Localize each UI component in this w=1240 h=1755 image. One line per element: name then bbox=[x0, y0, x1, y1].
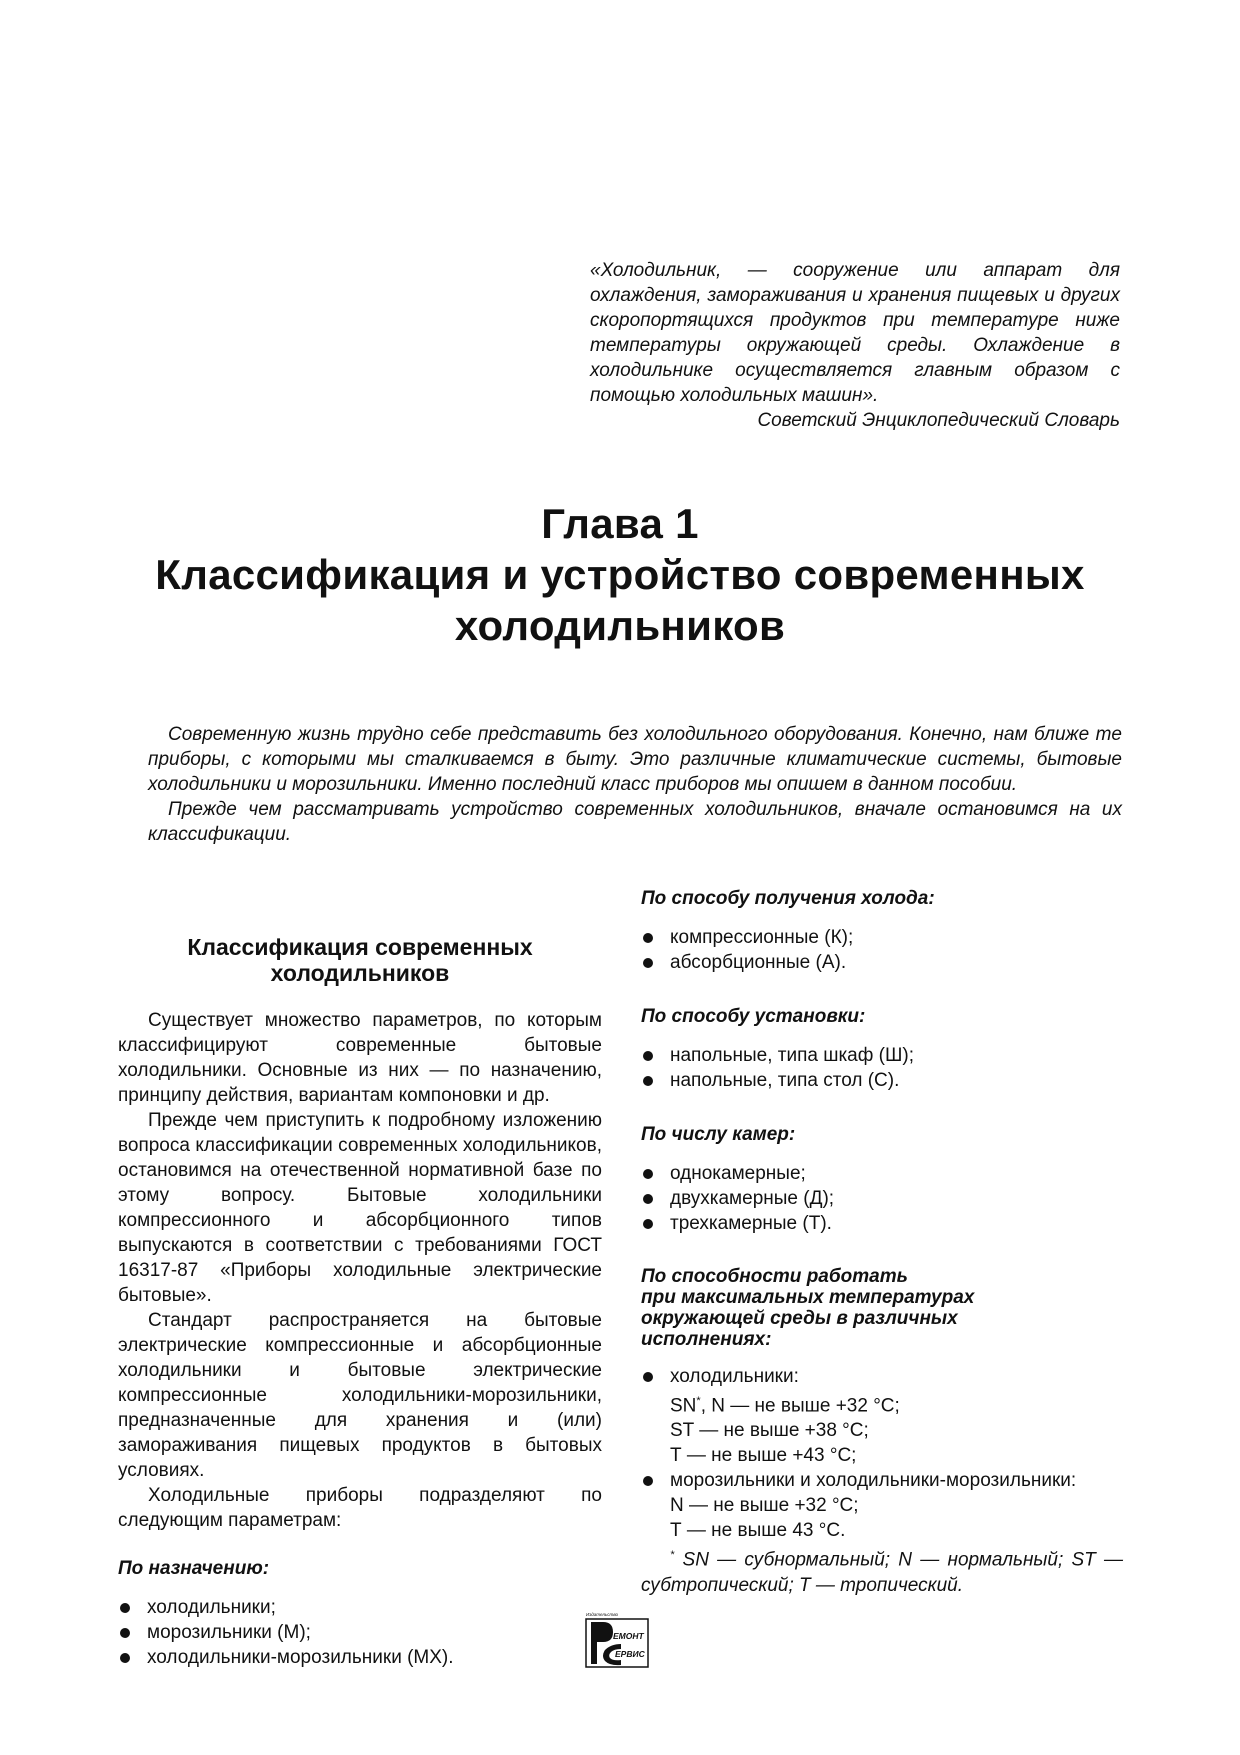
fridges-label: холодильники: bbox=[670, 1366, 799, 1387]
chapter-title-line1: Классификация и устройство современных bbox=[155, 551, 1085, 598]
fridges-st-line: ST — не выше +38 °С; bbox=[670, 1420, 869, 1442]
body-paragraph: Холодильные приборы подразделяют по следующим параметрам: bbox=[118, 1485, 602, 1531]
list-item-fridges bbox=[641, 1364, 1123, 1468]
fridges-sn-line bbox=[670, 1389, 1123, 1418]
list-item: холодильники; bbox=[118, 1595, 602, 1620]
left-column bbox=[118, 934, 602, 1670]
installation-heading: По способу установки: bbox=[641, 1006, 866, 1027]
right-column bbox=[641, 887, 1123, 1598]
chapter-title-line2: холодильников bbox=[454, 602, 786, 649]
climate-heading-line1: По способности работать bbox=[641, 1266, 908, 1287]
chapter-number: Глава 1 bbox=[541, 500, 699, 547]
purpose-heading: По назначению: bbox=[118, 1558, 270, 1579]
purpose-list bbox=[118, 1595, 602, 1670]
body-paragraph: Существует множество параметров, по которым классифицируют современные бытовые холодильники. Основные из них — по назначению, принципу действия, вариантам компоновки и др. bbox=[118, 1010, 602, 1106]
cold-method-heading: По способу получения холода: bbox=[641, 888, 935, 909]
climate-heading-line4: исполнениях: bbox=[641, 1329, 772, 1350]
chapter-heading bbox=[100, 498, 1140, 651]
list-item: холодильники-морозильники (МХ). bbox=[118, 1645, 602, 1670]
list-item: морозильники (М); bbox=[118, 1620, 602, 1645]
list-item: напольные, типа стол (С). bbox=[641, 1068, 1123, 1093]
fridges-sn-value: , N — не выше +32 °С; bbox=[700, 1395, 900, 1417]
list-item: абсорбционные (А). bbox=[641, 950, 1123, 975]
climate-heading bbox=[641, 1266, 1123, 1350]
logo-word-2: ЕРВИС bbox=[615, 1649, 645, 1659]
footnote-mark: * bbox=[670, 1549, 675, 1562]
fridges-t-line: Т — не выше +43 °С; bbox=[670, 1445, 857, 1467]
section-title bbox=[118, 934, 602, 986]
section-title-line2: холодильников bbox=[270, 960, 450, 986]
freezers-n-line: N — не выше +32 °С; bbox=[670, 1495, 859, 1517]
epigraph-source: Советский Энциклопедический Словарь bbox=[757, 410, 1120, 431]
freezers-t-line: Т — не выше 43 °С. bbox=[670, 1520, 846, 1542]
logo-caption: Издательство bbox=[586, 1612, 619, 1617]
epigraph bbox=[590, 258, 1120, 433]
intro-paragraph-2: Прежде чем рассматривать устройство современных холодильников, вначале остановимся на их классификации. bbox=[148, 799, 1122, 845]
cold-method-list bbox=[641, 925, 1123, 975]
logo-word-1: ЕМОНТ bbox=[613, 1631, 644, 1641]
climate-heading-line3: окружающей среды в различных bbox=[641, 1308, 958, 1329]
list-item: трехкамерные (Т). bbox=[641, 1211, 1123, 1236]
list-item-freezers bbox=[641, 1468, 1123, 1543]
list-item: однокамерные; bbox=[641, 1161, 1123, 1186]
climate-heading-line2: при максимальных температурах bbox=[641, 1287, 975, 1308]
chambers-heading: По числу камер: bbox=[641, 1124, 796, 1145]
fridges-sn-code: SN bbox=[670, 1395, 697, 1417]
chambers-list bbox=[641, 1161, 1123, 1236]
publisher-logo bbox=[585, 1610, 649, 1668]
intro-paragraph-1: Современную жизнь трудно себе представить без холодильного оборудования. Конечно, нам ближе те приборы, с которыми мы сталкиваемся в быту. Это различные климатические системы, бытовые холодильники и морозильники. Именно последний класс приборов мы опишем в данном пособии. bbox=[148, 724, 1122, 795]
footnote-text: SN — субнормальный; N — нормальный; ST — субтропический; Т — тропический. bbox=[641, 1549, 1123, 1596]
section-title-line1: Классификация современных bbox=[187, 934, 533, 960]
freezers-label: морозильники и холодильники-морозильники: bbox=[670, 1470, 1077, 1492]
list-item: напольные, типа шкаф (Ш); bbox=[641, 1043, 1123, 1068]
epigraph-quote: «Холодильник, — сооружение или аппарат для охлаждения, замораживания и хранения пищевых и других скоропортящихся продуктов при температуре ниже температуры окружающей среды. Охлаждение в холодильнике осуществляется главным образом с помощью холодильных машин». bbox=[590, 260, 1120, 406]
installation-list bbox=[641, 1043, 1123, 1093]
chapter-intro bbox=[148, 722, 1122, 847]
list-item: двухкамерные (Д); bbox=[641, 1186, 1123, 1211]
body-paragraph: Стандарт распространяется на бытовые электрические компрессионные и абсорбционные холодильники и бытовые электрические компрессионные холодильники-морозильники, предназначенные для хранения и (или) замораживания пищевых продуктов в бытовых условиях. bbox=[118, 1310, 602, 1481]
footnote bbox=[641, 1543, 1123, 1597]
climate-list bbox=[641, 1364, 1123, 1543]
body-paragraph: Прежде чем приступить к подробному изложению вопроса классификации современных холодильников, остановимся на отечественной нормативной базе по этому вопросу. Бытовые холодильники компрессионного и абсорбционного типов выпускаются в соответствии с требованиями ГОСТ 16317-87 «Приборы холодильные электрические бытовые». bbox=[118, 1110, 602, 1306]
footnote-mark: * bbox=[696, 1395, 701, 1407]
list-item: компрессионные (К); bbox=[641, 925, 1123, 950]
